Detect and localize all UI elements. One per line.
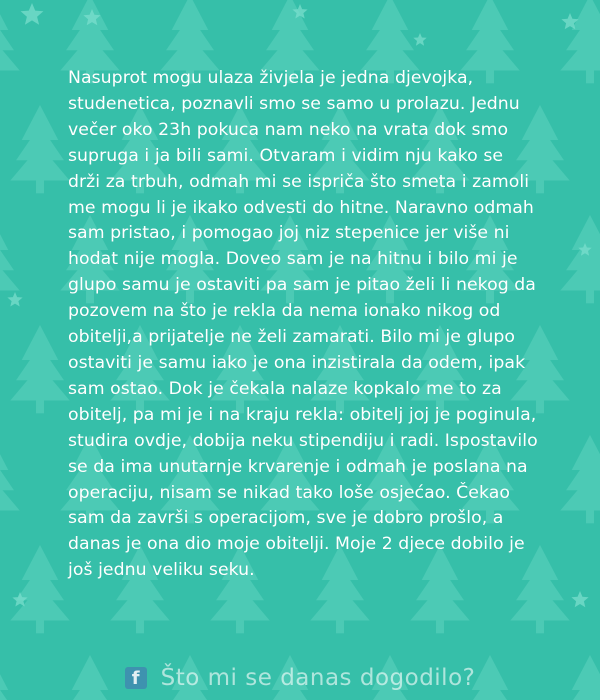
site-name: Što mi se danas dogodilo? — [160, 665, 476, 691]
story-text: Nasuprot mogu ulaza živjela je jedna djevojka, studenetica, poznavli smo se samo u prolazu. Jednu večer oko 23h pokuca nam neko na vrata dok smo supruga i ja bili sami. Otvaram i vidim nju kako se drži za trbuh, odmah mi se ispriča što smeta i zamoli me mogu li je ikako odvesti do hitne. Naravno odmah sam pristao, i pomogao joj niz stepenice jer više ni hodat nije mogla. Doveo sam je na hitnu i bilo mi je glupo samu je ostaviti pa sam je pitao želi li nekog da pozovem na što je rekla da nema ionako nikog od obitelji,a prijatelje ne želi zamarati. Bilo mi je glupo ostaviti je samu iako je ona inzistirala da odem, ipak sam ostao. Dok je čekala nalaze kopkalo me to za obitelj, pa mi je i na kraju rekla: obitelj joj je poginula, studira ovdje, dobija neku stipendiju i radi. Ispostavilo se da ima unutarnje krvarenje i odmah je poslana na operaciju, nisam se nikad tako loše osjećao. Čekao sam da završi s operacijom, sve je dobro prošlo, a danas je ona dio moje obitelji. Moje 2 djece dobilo je još jednu veliku seku. — [68, 68, 538, 581]
footer-branding — [0, 662, 600, 694]
facebook-icon: f — [125, 667, 147, 689]
